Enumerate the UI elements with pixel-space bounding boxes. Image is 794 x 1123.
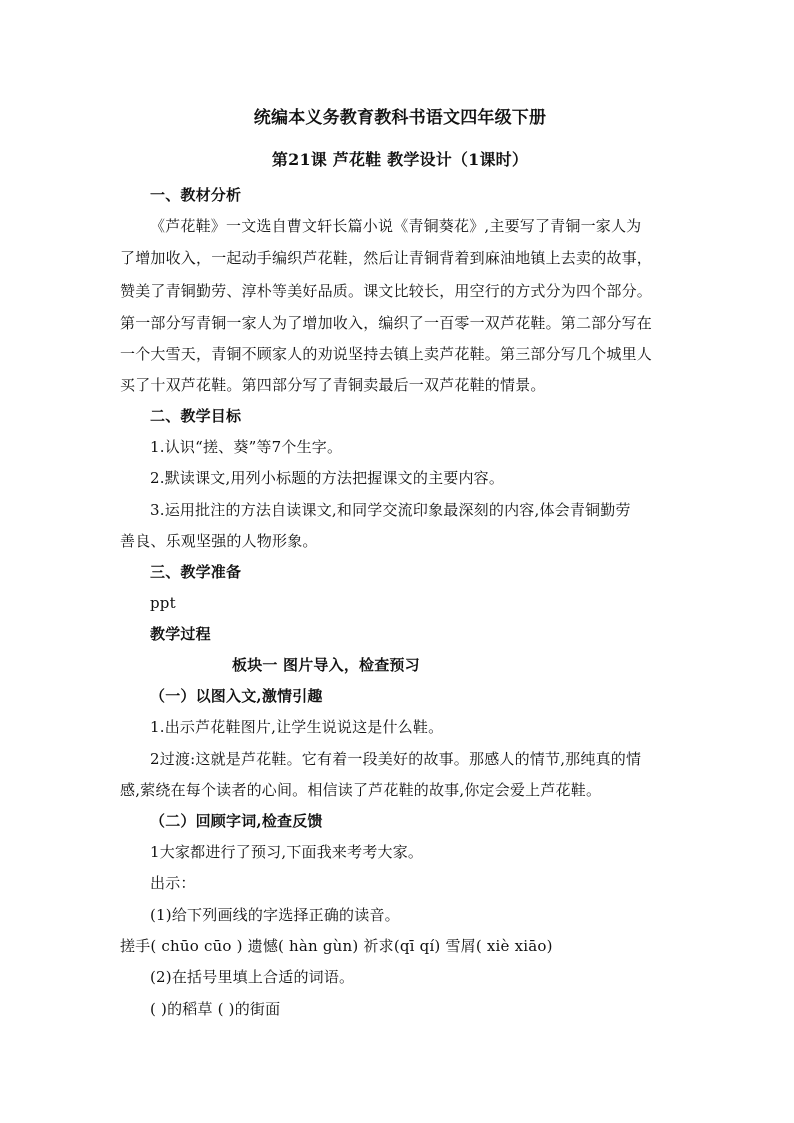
analysis-line: 一个大雪天，青铜不顾家人的劝说坚持去镇上卖芦花鞋。第三部分写几个城里人 xyxy=(120,345,653,363)
lesson-subtitle: 第21课 芦花鞋 教学设计（1课时） xyxy=(271,150,529,169)
section-heading-process: 教学过程 xyxy=(150,625,211,643)
fill-blank-exercise: ( )的稻草 ( )的街面 xyxy=(150,1000,281,1018)
process-line: 1大家都进行了预习,下面我来考考大家。 xyxy=(150,843,424,861)
process-line: (1)给下列画线的字选择正确的读音。 xyxy=(150,906,400,924)
document-title: 统编本义务教育教科书语文四年级下册 xyxy=(253,108,547,128)
process-line: 感,萦绕在每个读者的心间。相信读了芦花鞋的故事,你定会爱上芦花鞋。 xyxy=(120,781,602,799)
process-line: 1.出示芦花鞋图片,让学生说说这是什么鞋。 xyxy=(150,718,444,736)
process-line: (2)在括号里填上合适的词语。 xyxy=(150,968,355,986)
analysis-line: 买了十双芦花鞋。第四部分写了青铜卖最后一双芦花鞋的情景。 xyxy=(120,376,546,394)
goal-item: 1.认识“搓、葵”等7个生字。 xyxy=(150,438,343,456)
part-heading: （二）回顾字词,检查反馈 xyxy=(150,812,323,830)
goal-item: 3.运用批注的方法自读课文,和同学交流印象最深刻的内容,体会青铜勤劳 xyxy=(150,501,631,519)
analysis-line: 第一部分写青铜一家人为了增加收入，编织了一百零一双芦花鞋。第二部分写在 xyxy=(120,314,653,332)
prep-content: ppt xyxy=(150,594,176,612)
section-heading-goals: 二、教学目标 xyxy=(150,407,242,425)
section-heading-prep: 三、教学准备 xyxy=(150,563,242,581)
analysis-line: 《芦花鞋》一文选自曹文轩长篇小说《青铜葵花》,主要写了青铜一家人为 xyxy=(150,217,642,235)
pinyin-exercise: 搓手( chūo cūo ) 遗憾( hàn gùn) 祈求(qī qí) 雪屑( xiè xiāo) xyxy=(120,937,553,955)
goal-item: 2.默读课文,用列小标题的方法把握课文的主要内容。 xyxy=(150,469,505,487)
process-line: 2过渡:这就是芦花鞋。它有着一段美好的故事。那感人的情节,那纯真的情 xyxy=(150,750,642,768)
analysis-line: 了增加收入，一起动手编织芦花鞋，然后让青铜背着到麻油地镇上去卖的故事， xyxy=(120,249,653,267)
process-line: 出示： xyxy=(150,874,196,892)
part-heading: （一）以图入文,激情引趣 xyxy=(150,687,323,705)
block-heading: 板块一 图片导入，检查预习 xyxy=(232,656,420,674)
analysis-line: 赞美了青铜勤劳、淳朴等美好品质。课文比较长，用空行的方式分为四个部分。 xyxy=(120,282,653,300)
section-heading-analysis: 一、教材分析 xyxy=(150,186,242,204)
goal-item: 善良、乐观坚强的人物形象。 xyxy=(120,532,318,550)
